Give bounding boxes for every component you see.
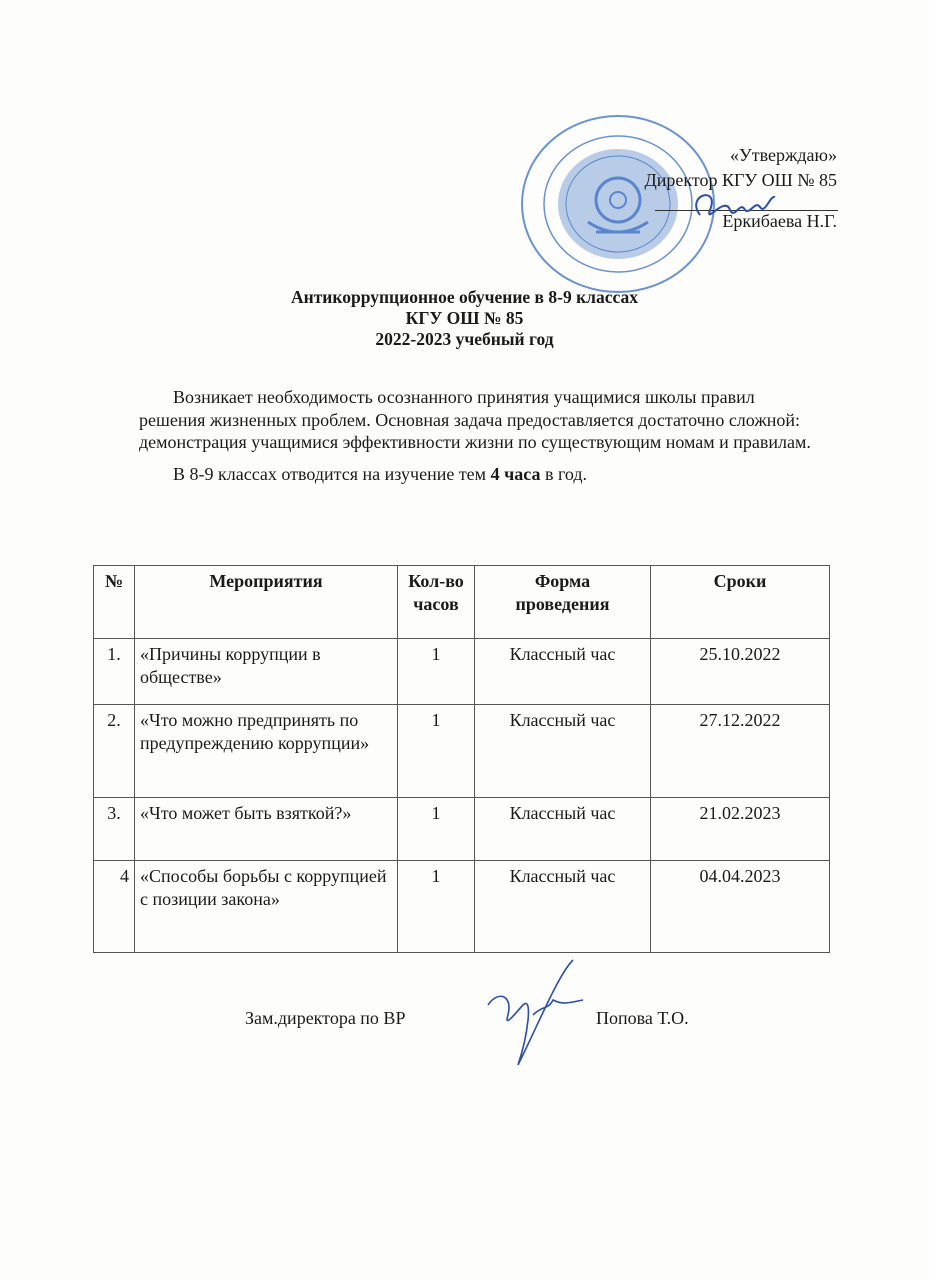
cell-hours: 1 <box>398 705 475 798</box>
cell-num: 2. <box>94 705 135 798</box>
table-row <box>94 639 830 705</box>
intro-paragraph: Возникает необходимость осознанного принятия учащимися школы правил решения жизненных проблем. Основная задача предоставляется достаточно сложной: демонстрация учащимися эффективности жизни по существующим номам и правилам. <box>139 387 811 452</box>
approval-heading: «Утверждаю» <box>729 145 837 165</box>
table-row <box>94 861 830 953</box>
approval-position: Директор КГУ ОШ № 85 <box>644 170 837 190</box>
cell-hours: 1 <box>398 861 475 953</box>
events-table <box>93 565 830 953</box>
hours-text-end: в год. <box>540 463 588 484</box>
header-form: Форма проведения <box>475 566 651 639</box>
header-num: № <box>94 566 135 639</box>
header-hours: Кол-во часов <box>398 566 475 639</box>
cell-event: «Способы борьбы с коррупцией с позиции закона» <box>135 861 398 953</box>
cell-form: Классный час <box>475 861 651 953</box>
cell-form: Классный час <box>475 705 651 798</box>
table-header <box>94 566 830 639</box>
document-title <box>0 287 929 350</box>
cell-form: Классный час <box>475 639 651 705</box>
title-line: Антикоррупционное обучение в 8-9 классах <box>290 287 638 307</box>
deputy-signature <box>478 955 588 1075</box>
table-row <box>94 705 830 798</box>
cell-date: 04.04.2023 <box>651 861 830 953</box>
cell-date: 21.02.2023 <box>651 798 830 861</box>
header-event: Мероприятия <box>135 566 398 639</box>
header-date: Сроки <box>651 566 830 639</box>
intro-text <box>139 386 819 485</box>
cell-hours: 1 <box>398 639 475 705</box>
table-row <box>94 798 830 861</box>
hours-statement <box>139 463 819 486</box>
deputy-position: Зам.директора по ВР <box>245 1008 406 1028</box>
cell-form: Классный час <box>475 798 651 861</box>
cell-hours: 1 <box>398 798 475 861</box>
cell-event: «Причины коррупции в обществе» <box>135 639 398 705</box>
hours-bold: 4 часа <box>490 463 541 484</box>
title-year: 2022-2023 учебный год <box>375 329 554 349</box>
cell-date: 27.12.2022 <box>651 705 830 798</box>
hours-text: В 8-9 классах отводится на изучение тем <box>173 463 491 484</box>
cell-num: 3. <box>94 798 135 861</box>
deputy-name: Попова Т.О. <box>596 1008 689 1028</box>
cell-num: 1. <box>94 639 135 705</box>
cell-event: «Что можно предпринять по предупреждению коррупции» <box>135 705 398 798</box>
cell-num: 4 <box>94 861 135 953</box>
approval-name: Еркибаева Н.Г. <box>722 211 837 231</box>
cell-event: «Что может быть взяткой?» <box>135 798 398 861</box>
director-signature <box>680 185 790 230</box>
title-school: КГУ ОШ № 85 <box>405 308 524 328</box>
cell-date: 25.10.2022 <box>651 639 830 705</box>
